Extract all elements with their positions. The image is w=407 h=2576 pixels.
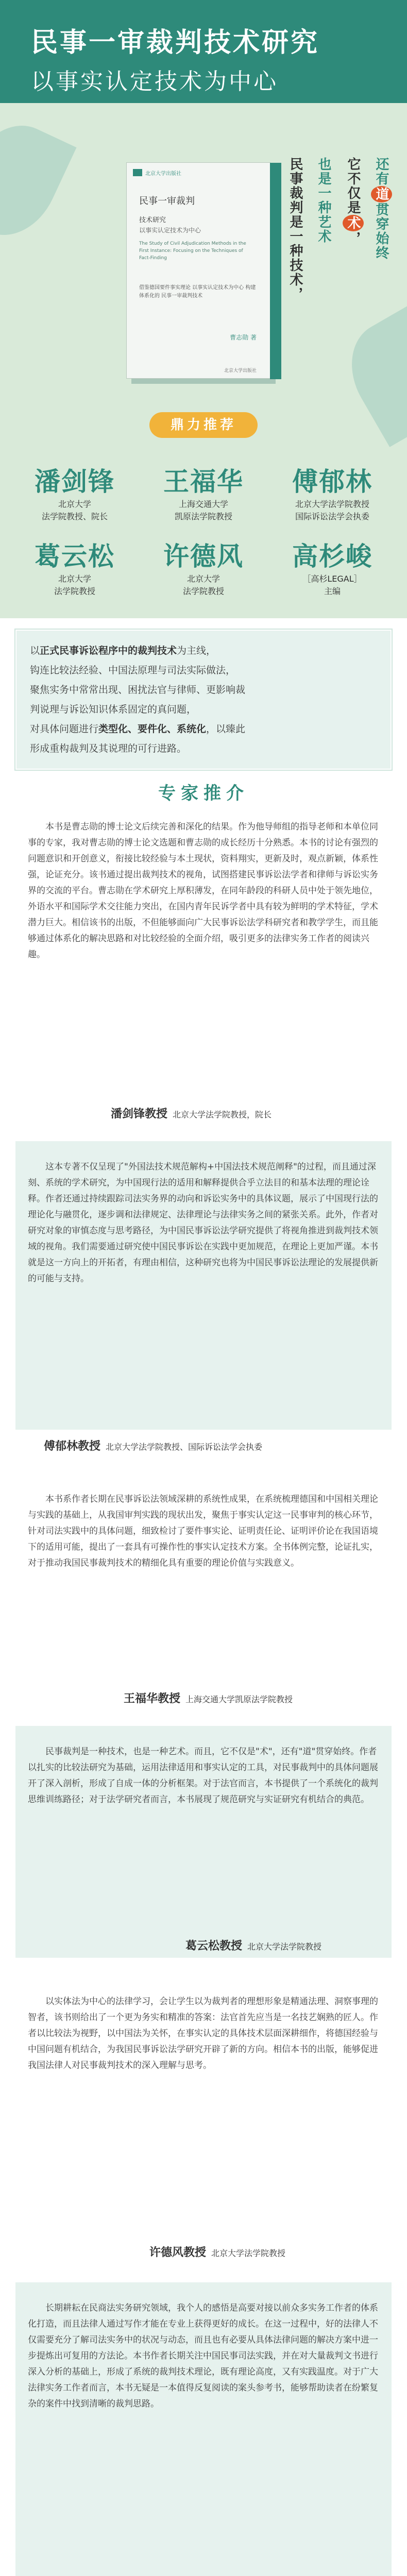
review-text: 民事裁判是一种技术，也是一种艺术。而且，它不仅是"术"，还有"道"贯穿始终。作者以扎实的比较法研究为基础，运用法律适用和事实认定的工具，对民事裁判中的具体问题展开了深入剖析，形成了自成一体的分析框架。对于法官而言，本书提供了一个系统化的裁判思维训练路径；对于法学研究者而言，本书展现了规范研究与实证研究有机结合的典范。 <box>28 1747 378 1805</box>
vertical-text-1b: 一种技术， <box>287 229 303 301</box>
recommender-6 <box>273 536 392 598</box>
review-org: 北京大学法学院教授、国际诉讼法学会执委 <box>106 1442 263 1452</box>
book-spine <box>270 163 281 379</box>
intro-text: ，以臻此 <box>206 723 246 735</box>
recommender-desc: 国际诉讼法学会执委 <box>295 512 369 521</box>
vertical-text-3a: 它不仅是 <box>345 157 361 215</box>
recommend-tag: 鼎力推荐 <box>149 412 258 438</box>
review-org: 上海交通大学凯原法学院教授 <box>185 1694 293 1704</box>
intro-line: 判说理与诉讼知识体系固定的真问题， <box>30 704 197 715</box>
book-cover[interactable] <box>126 162 270 379</box>
recommender-3 <box>273 461 392 523</box>
vertical-text-2: 也是一种艺术 <box>316 157 331 244</box>
vertical-text-1 <box>286 157 305 301</box>
review-sign-3 <box>124 1690 293 1706</box>
recommender-desc: 北京大学 <box>58 499 91 509</box>
book-author: 曹志勋 著 <box>230 334 257 341</box>
review-org: 北京大学法学院教授 <box>247 1942 322 1952</box>
review-signer: 葛云松教授 <box>185 1940 243 1953</box>
vertical-text-4 <box>371 157 392 260</box>
book-line: 以事实认定技术为中心 <box>139 227 201 234</box>
leaf-decoration-right <box>333 305 407 447</box>
review-3 <box>15 1492 392 1571</box>
recommender-5 <box>144 536 263 598</box>
review-signer: 许德风教授 <box>149 2246 207 2259</box>
review-signer: 王福华教授 <box>124 1692 181 1705</box>
review-org: 北京大学法学院教授，院长 <box>173 1110 272 1120</box>
vertical-text-3 <box>343 157 364 246</box>
recommender-name: 王福华 <box>163 467 244 497</box>
hero-title: 民事一审裁判技术研究 <box>31 27 320 58</box>
recommender-desc: 北京大学 <box>58 574 91 584</box>
intro-text: 对具体问题进行 <box>30 723 99 735</box>
vertical-text-1a: 民事裁判是 <box>287 157 303 229</box>
review-4 <box>15 1744 392 1808</box>
recommender-desc: 法学院教授 <box>54 586 95 596</box>
intro-line: 钩连比较法经验、中国法原理与司法实际做法， <box>30 665 236 676</box>
book-title: 民事一审裁判 <box>139 196 195 207</box>
intro-line: 聚焦实务中常常出现、困扰法官与律师、更影响裁 <box>30 684 246 696</box>
review-6 <box>15 2300 392 2412</box>
book-subtitle: 技术研究 <box>139 216 166 224</box>
recommender-desc: 法学院教授 <box>182 586 224 596</box>
book-tagline: 借鉴德国要件事实理论 以事实认定技术为中心 构建体系化的 民事一审裁判技术 <box>139 285 256 299</box>
intro-box <box>15 630 392 770</box>
intro-line: 形成重构裁判及其说理的可行进路。 <box>30 743 187 754</box>
review-text: 长期耕耘在民商法实务研究领域，我个人的感悟是高要对接以前众多实务工作者的体系化打造，而且法律人通过写作才能在专业上获得更好的成长。在这一过程中，好的法律人不仅需要充分了解司法实务中的状况与动态，而且也有必要从具体法律问题的解决方案中进一步提炼出可复用的方法论。本书作者长期关注中国民事司法实践，并在对大量裁判文书进行深入分析的基础上，形成了系统的裁判技术理论，既有理论高度，又有实践温度。对于广大法律实务工作者而言，本书无疑是一本值得反复阅读的案头参考书，能够帮助读者在纷繁复杂的案件中找到清晰的裁判思路。 <box>28 2303 378 2409</box>
review-sign-4 <box>185 1937 321 1953</box>
recommender-desc: 上海交通大学 <box>178 499 228 509</box>
vertical-text-4b: 贯穿始终 <box>374 202 389 260</box>
experts-title: 专家推介 <box>158 783 249 804</box>
review-text: 本书系作者长期在民事诉讼法领域深耕的系统性成果，在系统梳理德国和中国相关理论与实践的基础上，从我国审判实践的现状出发，聚焦于事实认定这一民事审判的核心环节，针对司法实践中的具体问题，细致检讨了要件事实论、证明责任论、证明评价论在我国语境下的适用可能，提出了一套具有可操作性的事实认定技术方案。全书体例完整，论证扎实，对于推动我国民事裁判技术的精细化具有重要的理论价值与实践意义。 <box>28 1494 378 1568</box>
book-press-bottom: 北京大学出版社 <box>224 368 257 374</box>
recommender-name: 高杉峻 <box>292 541 372 571</box>
highlight-dao: 道 <box>371 186 392 202</box>
recommender-name: 潘剑锋 <box>35 467 115 497</box>
review-signer: 傅郁林教授 <box>44 1440 101 1453</box>
review-1 <box>15 819 392 963</box>
intro-emphasis: 正式民事诉讼程序中的裁判技术 <box>40 645 177 656</box>
review-text: 这本专著不仅呈现了"外国法技术规范解构+中国法技术规范阐释"的过程，而且通过深刻、系统的学术研究，为中国现行法的适用和解释提供合乎立法目的和基本法理的理论诠释。作者还通过持续跟踪司法实务界的动向和诉讼实务中的具体议题，展示了中国现行法的理论化与融贯化，逐步调和法律规定、法律理论与法律实务之间的紧张关系。此外，作者对研究对象的审慎态度与思考路径，为中国民事诉讼法学研究提供了将视角推进到裁判技术领域的视角。我们需要通过研究使中国民事诉讼在实践中更加规范，在理论上更加严谨。本书就是这一方向上的开拓者，有理由相信，这种研究也将为中国民事诉讼法理论的发展提供新的可能与支持。 <box>28 1162 378 1284</box>
recommender-name: 许德风 <box>163 541 244 571</box>
intro-emphasis: 类型化、要件化、系统化 <box>98 723 207 735</box>
recommender-desc: 凯原法学院教授 <box>174 512 232 521</box>
review-2 <box>15 1159 392 1287</box>
recommender-name: 葛云松 <box>35 541 115 571</box>
intro-line <box>30 719 377 739</box>
leaf-decoration-left <box>0 110 77 250</box>
review-5 <box>15 1994 392 2074</box>
recommender-1 <box>15 461 134 523</box>
publisher-logo-icon <box>133 169 142 176</box>
hero-banner <box>0 0 407 618</box>
book-english-title: The Study of Civil Adjudication Methods in the First Instance: Focusing on the Techniques of Fact-Finding <box>139 241 246 261</box>
recommender-4 <box>15 536 134 598</box>
recommender-desc: 北京大学法学院教授 <box>295 499 369 509</box>
review-text: 本书是曹志勋的博士论文后续完善和深化的结果。作为他导师组的指导老师和本单位同事的专家，我对曹志勋的博士论文选题和曹志勋的成长经历十分熟悉。本书的讨论有强烈的问题意识和开创意义，衔接比较经验与本土现状，资料翔实，更新及时，观点新颖，体系性强，论证充分。该书通过提出裁判技术的视角，试图搭建民事诉讼法学者和律师与诉讼实务界的交流的平台。曹志勋在学术研究上厚积薄发，在同年龄段的科研人员中处于领先地位，外语水平和国际学术交往能力突出，在国内青年民诉学者中具有较为鲜明的学术特征，学术潜力巨大。相信该书的出版，不但能够面向广大民事诉讼法学科研究者和教学学生，而且能够通过体系化的解决思路和对比较经验的全面介绍，吸引更多的法律实务工作者的阅读兴趣。 <box>28 822 378 960</box>
review-text: 以实体法为中心的法律学习，会让学生以为裁判者的理想形象是精通法理、洞察事理的智者，该书则给出了一个更为务实和精准的答案：法官首先应当是一名技艺娴熟的匠人。作者以比较法为视野，以中国法为关怀，在事实认定的具体技术层面深耕细作，将德国经验与中国问题有机结合，为我国民事诉讼法学研究开辟了新的方向。相信本书的出版，能够促进我国法律人对民事裁判技术的深入理解与思考。 <box>28 1996 378 2071</box>
intro-line <box>30 641 377 660</box>
intro-text: 为主线， <box>177 645 216 656</box>
recommender-name: 傅郁林 <box>292 467 372 497</box>
recommender-desc: 北京大学 <box>186 574 220 584</box>
recommender-desc: ［高杉LEGAL］ <box>302 574 362 584</box>
review-org: 北京大学法学院教授 <box>211 2248 286 2258</box>
review-sign-5 <box>149 2244 285 2260</box>
review-sign-2 <box>44 1437 262 1453</box>
review-signer: 潘剑锋教授 <box>111 1108 168 1121</box>
recommender-2 <box>144 461 263 523</box>
book-publisher: 北京大学出版社 <box>145 171 181 177</box>
intro-text: 以 <box>30 645 40 656</box>
vertical-text-3b: ， <box>345 231 361 246</box>
review-sign-1 <box>111 1105 272 1121</box>
highlight-shu: 术 <box>343 215 364 231</box>
recommender-desc: 法学院教授、院长 <box>41 512 108 521</box>
vertical-text-4a: 还有 <box>374 157 389 186</box>
hero-subtitle: 以事实认定技术为中心 <box>31 69 278 95</box>
recommender-desc: 主编 <box>324 586 341 596</box>
